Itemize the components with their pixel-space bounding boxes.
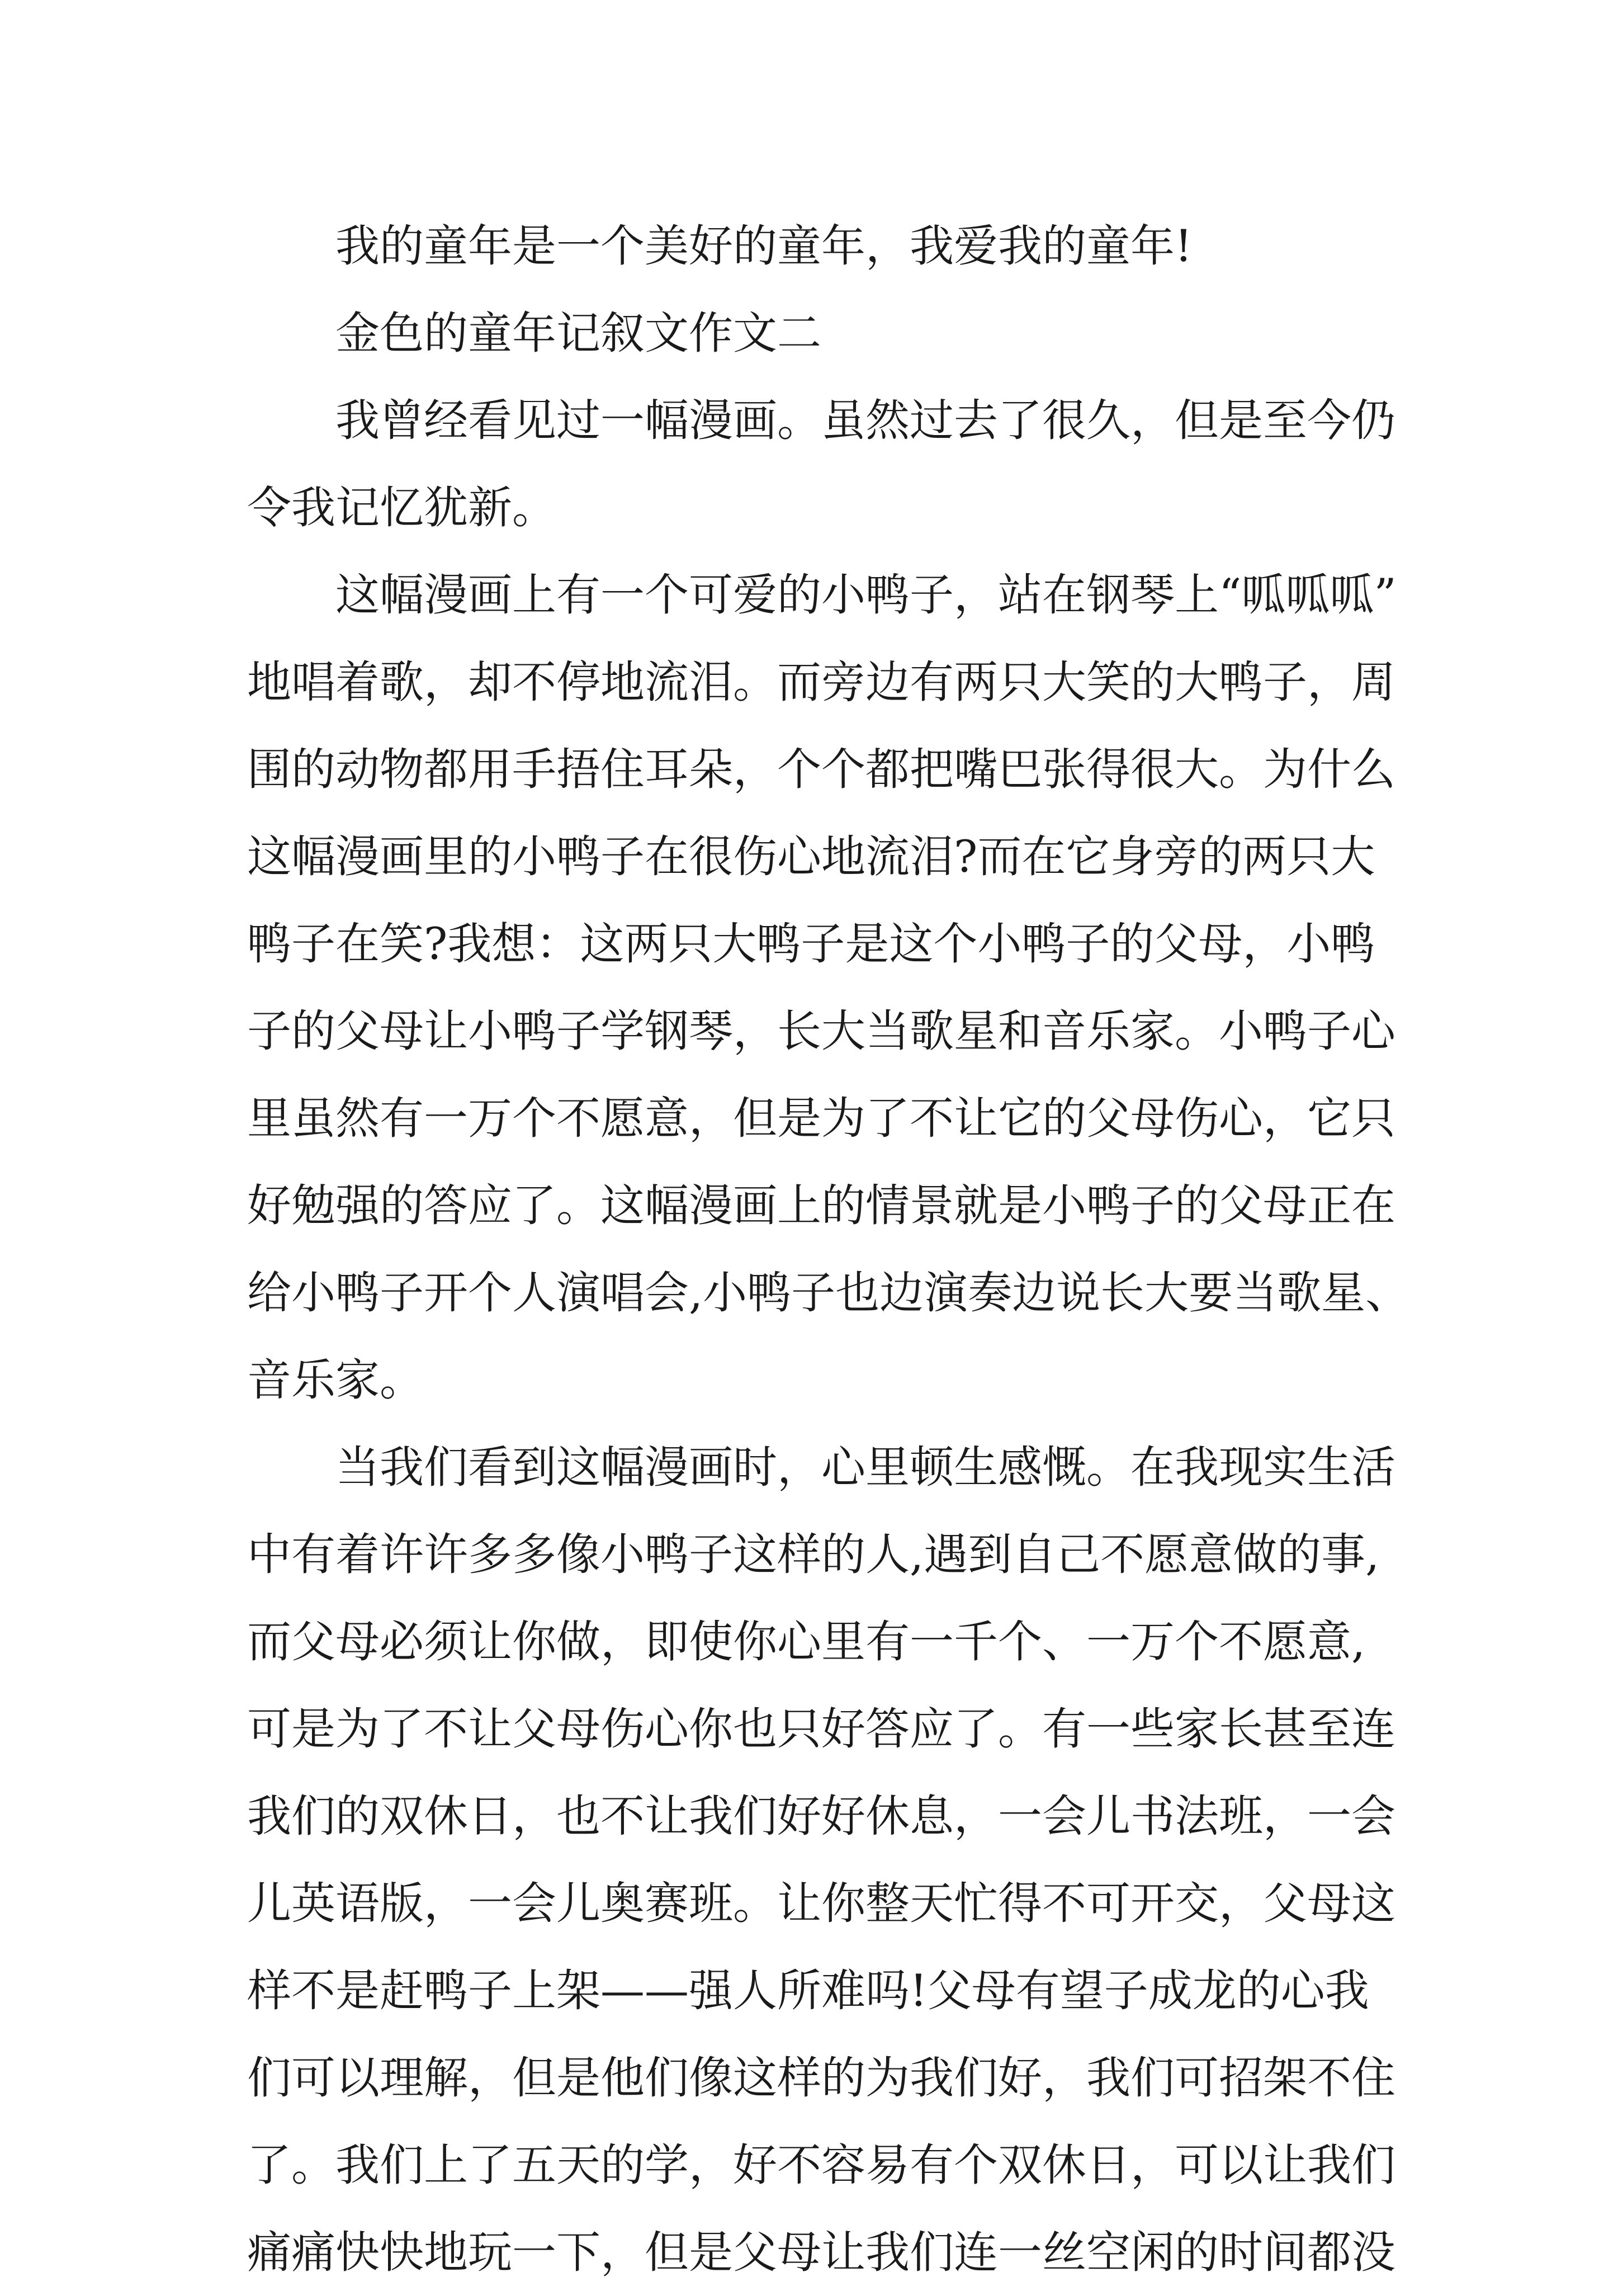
paragraph-line: 而父母必须让你做，即使你心里有一千个、一万个不愿意, bbox=[247, 1616, 1366, 1667]
paragraph-line: 围的动物都用手捂住耳朵，个个都把嘴巴张得很大。为什么 bbox=[247, 744, 1395, 795]
paragraph-line: 可是为了不让父母伤心你也只好答应了。有一些家长甚至连 bbox=[247, 1703, 1395, 1755]
paragraph-line: 我的童年是一个美好的童年，我爱我的童年! bbox=[335, 220, 1193, 272]
paragraph-line: 了。我们上了五天的学，好不容易有个双休日，可以让我们 bbox=[247, 2139, 1395, 2191]
paragraph-line: 们可以理解，但是他们像这样的为我们好，我们可招架不住 bbox=[247, 2052, 1395, 2104]
paragraph-line: 鸭子在笑?我想：这两只大鸭子是这个小鸭子的父母，小鸭 bbox=[247, 918, 1375, 970]
paragraph-line: 儿英语版，一会儿奥赛班。让你整天忙得不可开交，父母这 bbox=[247, 1878, 1395, 1929]
paragraph-line: 好勉强的答应了。这幅漫画上的情景就是小鸭子的父母正在 bbox=[247, 1180, 1395, 1231]
paragraph-line: 地唱着歌，却不停地流泪。而旁边有两只大笑的大鸭子，周 bbox=[247, 656, 1395, 708]
paragraph-line: 这幅漫画上有一个可爱的小鸭子，站在钢琴上“呱呱呱” bbox=[335, 569, 1397, 621]
paragraph-line: 音乐家。 bbox=[247, 1354, 424, 1406]
paragraph-line: 我们的双休日，也不让我们好好休息，一会儿书法班，一会 bbox=[247, 1790, 1395, 1842]
paragraph-line: 中有着许许多多像小鸭子这样的人,遇到自己不愿意做的事, bbox=[247, 1529, 1380, 1580]
paragraph-line: 给小鸭子开个人演唱会,小鸭子也边演奏边说长大要当歌星、 bbox=[247, 1267, 1410, 1319]
document-body bbox=[247, 202, 1410, 2296]
paragraph-line: 当我们看到这幅漫画时，心里顿生感慨。在我现实生活 bbox=[335, 1442, 1395, 1493]
paragraph-line: 令我记忆犹新。 bbox=[247, 482, 556, 533]
paragraph-line: 样不是赶鸭子上架——强人所难吗!父母有望子成龙的心我 bbox=[247, 1965, 1369, 2016]
paragraph-line: 痛痛快快地玩一下，但是父母让我们连一丝空闲的时间都没 bbox=[247, 2227, 1395, 2278]
section-heading: 金色的童年记叙文作文二 bbox=[335, 308, 821, 359]
paragraph-line: 我曾经看见过一幅漫画。虽然过去了很久，但是至今仍 bbox=[335, 395, 1395, 446]
paragraph-line: 子的父母让小鸭子学钢琴，长大当歌星和音乐家。小鸭子心 bbox=[247, 1005, 1395, 1057]
paragraph-line: 里虽然有一万个不愿意，但是为了不让它的父母伤心，它只 bbox=[247, 1093, 1395, 1144]
paragraph-line: 这幅漫画里的小鸭子在很伤心地流泪?而在它身旁的两只大 bbox=[247, 831, 1375, 882]
